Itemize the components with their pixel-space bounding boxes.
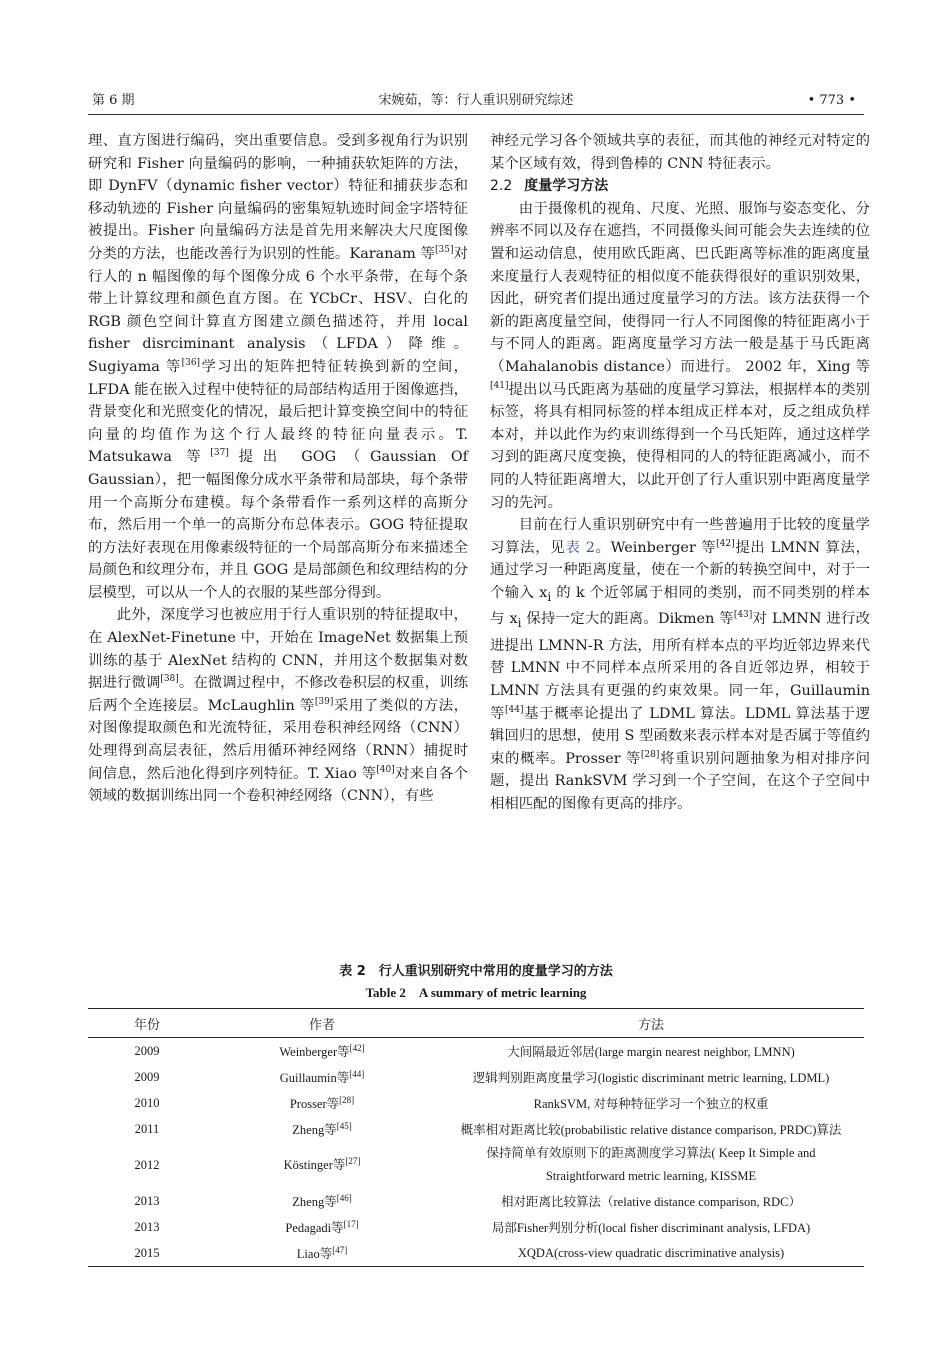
header-year: 年份 — [88, 1009, 206, 1038]
left-column — [88, 130, 468, 808]
table-row — [88, 1090, 864, 1116]
table-caption-en: Table 2 A summary of metric learning — [365, 985, 587, 1000]
citation[interactable]: [28] — [640, 749, 660, 760]
issue-number: 第 6 期 — [92, 93, 135, 108]
citation[interactable]: [35] — [434, 245, 454, 256]
method-cell: 保持简单有效原则下的距离测度学习算法( Keep It Simple and Straightforward metric learning, KISSME — [486, 1146, 816, 1183]
method-cell: 逻辑判别距离度量学习(logistic discriminant metric learning, LDML) — [472, 1071, 830, 1085]
table-row — [88, 1038, 864, 1065]
section-heading — [490, 175, 870, 198]
author-cell: Zheng等[46] — [292, 1192, 352, 1209]
author-cell: Pedagadi等[17] — [285, 1218, 359, 1235]
citation[interactable]: [43] — [733, 610, 753, 621]
table-header-row — [88, 1009, 864, 1038]
author-cell: Köstinger等[27] — [283, 1155, 361, 1172]
citation[interactable]: [40] — [376, 764, 395, 775]
citation[interactable]: [44] — [505, 704, 524, 715]
right-paragraph-3: 目前在行人重识别研究中有一些普遍用于比较的度量学习算法，见表 2。Weinberger 等[42]提出 LMNN 算法，通过学习一种距离度量，使在一个新的转换空间中，对于一个输入 $x_i$ 的 k 个近邻属于相同的类别，而不同类别的样本与 $x_i$ 保持一定大的距离。Dikmen 等[43]对 LMNN 进行改进提出 LMNN-R 方法，用所有样本点的平均近邻边界来代替 LMNN 中不同样本点所采用的各自近邻边界，相较于 LMNN 方法具有更强的约束效果。同一年，Guillaumin 等[44]基于概率论提出了 LDML 算法。LDML 算法基于逻辑回归的思想，使用 S 型函数来表示样本对是否属于等值约束的概率。Prosser 等[28]将重识别问题抽象为相对排序问题，提出 RankSVM 学习到一个子空间，在这个子空间中相相匹配的图像有更高的排序。 — [490, 517, 871, 812]
table-reference-link[interactable]: 表 2 — [565, 539, 595, 556]
year-cell: 2013 — [134, 1219, 160, 1234]
year-cell: 2009 — [134, 1043, 160, 1058]
metric-learning-table — [88, 1008, 864, 1267]
citation[interactable]: [41] — [490, 380, 509, 391]
table-caption-zh: 表 2 行人重识别研究中常用的度量学习的方法 — [339, 964, 613, 979]
year-cell: 2011 — [134, 1121, 160, 1136]
citation[interactable]: [36] — [181, 358, 201, 369]
citation[interactable]: [42] — [716, 538, 735, 549]
author-cell: Liao等[47] — [206, 1240, 438, 1267]
author-cell: Guillaumin等[44] — [279, 1068, 365, 1085]
year-cell: 2009 — [134, 1069, 160, 1084]
year-cell: 2015 — [88, 1240, 206, 1267]
table-row — [88, 1142, 864, 1188]
method-cell: RankSVM, 对每种特征学习一个独立的权重 — [533, 1097, 769, 1111]
running-title: 宋婉茹，等：行人重识别研究综述 — [378, 93, 574, 108]
citation[interactable]: [37] — [210, 448, 229, 459]
section-title: 度量学习方法 — [524, 178, 609, 195]
method-cell: 大间隔最近邻居(large margin nearest neighbor, LMNN) — [507, 1045, 795, 1059]
right-column — [490, 130, 870, 816]
running-header — [88, 92, 864, 114]
method-cell: 相对距离比较算法（relative distance comparison, RDC） — [501, 1195, 801, 1209]
year-cell: 2013 — [134, 1193, 160, 1208]
citation[interactable]: [38] — [160, 674, 179, 685]
method-cell: 概率相对距离比较(probabilistic relative distance comparison, PRDC)算法 — [460, 1123, 842, 1137]
year-cell: 2010 — [134, 1095, 160, 1110]
right-paragraph-2: 由于摄像机的视角、尺度、光照、服饰与姿态变化、分辨率不同以及存在遮挡，不同摄像头间可能会失去连续的位置和运动信息，使用欧氏距离、巴氏距离等标准的距离度量来度量行人表观特征的相似度不能获得很好的重识别效果，因此，研究者们提出通过度量学习的方法。该方法获得一个新的距离度量空间，使得同一行人不同图像的特征距离小于与不同人的距离。距离度量学习方法一般是基于马氏距离（Mahalanobis distance）而进行。 2002 年，Xing 等[41]提出以马氏距离为基础的度量学习算法，根据样本的类别标签，将具有相同标签的样本组成正样本对，反之组成负样本对，并以此作为约束训练得到一个马氏矩阵，通过这样学习到的距离尺度变换，使得相同的人的特征距离减小，而不同的人特征距离增大，以此开创了行人重识别中距离度量学习的先河。 — [490, 200, 870, 511]
method-cell: XQDA(cross-view quadratic discriminative analysis) — [438, 1240, 864, 1267]
right-paragraph-1: 神经元学习各个领域共享的表征，而其他的神经元对特定的某个区域有效，得到鲁棒的 CNN 特征表示。 — [490, 133, 870, 172]
left-paragraph-1: 理、直方图进行编码，突出重要信息。受到多视角行为识别研究和 Fisher 向量编码的影响，一种捕获软矩阵的方法，即 DynFV（dynamic fisher vector）特征和捕获步态和移动轨迹的 Fisher 向量编码的密集短轨迹时间金字塔特征被提出。Fisher 向量编码方法是首先用来解决大尺度图像分类的方法，也能改善行为识别的性能。Karanam 等[35]对行人的 n 幅图像的每个图像分成 6 个水平条带，在每个条带上计算纹理和颜色直方图。在 YCbCr、HSV、白化的 RGB 颜色空间计算直方图建立颜色描述符，并用 local fisher disrciminant analysis（LFDA）降维。Sugiyama 等[36]学习出的矩阵把特征转换到新的空间，LFDA 能在嵌入过程中使特征的局部结构适用于图像遮挡，背景变化和光照变化的情况，最后把计算变换空间中的特征向量的均值作为这个行人最终的特征向量表示。T. Matsukawa 等[37]提出 GOG（Gaussian Of Gaussian），把一幅图像分成水平条带和局部块，每个条带用一个高斯分布建模。每个条带看作一系列这样的高斯分布，然后用一个单一的高斯分布总体表示。GOG 特征提取的方法好表现在用像素级特征的一个局部高斯分布来描述全局颜色和纹理分布，并且 GOG 是局部颜色和纹理结构的分层模型，可以从一个人的衣服的某些部分得到。 — [88, 133, 468, 601]
author-cell: Zheng等[45] — [292, 1120, 352, 1137]
table-row — [88, 1214, 864, 1240]
table-row — [88, 1240, 864, 1267]
header-method: 方法 — [438, 1009, 864, 1038]
page-number: • 773 • — [807, 93, 856, 108]
method-cell: 局部Fisher判别分析(local fisher discriminant analysis, LFDA) — [491, 1221, 811, 1235]
year-cell: 2012 — [134, 1157, 160, 1172]
section-number: 2.2 — [490, 178, 513, 195]
author-cell: Weinberger等[42] — [279, 1042, 365, 1059]
table-row — [88, 1064, 864, 1090]
header-author: 作者 — [206, 1009, 438, 1038]
header-rule — [88, 114, 864, 115]
left-paragraph-2: 此外，深度学习也被应用于行人重识别的特征提取中，在 AlexNet-Finetune 中，开始在 ImageNet 数据集上预训练的基于 AlexNet 结构的 CNN，并用这个数据集对数据进行微调[38]。在微调过程中，不修改卷积层的权重，训练后两个全连接层。McLaughlin 等[39]采用了类似的方法，对图像提取颜色和光流特征，采用卷积神经网络（CNN）处理得到高层表征，然后用循环神经网络（RNN）捕捉时间信息，然后池化得到序列特征。T. Xiao 等[40]对来自各个领域的数据训练出同一个卷积神经网络（CNN），有些 — [88, 607, 468, 805]
citation[interactable]: [39] — [314, 697, 334, 708]
table-row — [88, 1116, 864, 1142]
table-row — [88, 1188, 864, 1214]
author-cell: Prosser等[28] — [289, 1094, 355, 1111]
